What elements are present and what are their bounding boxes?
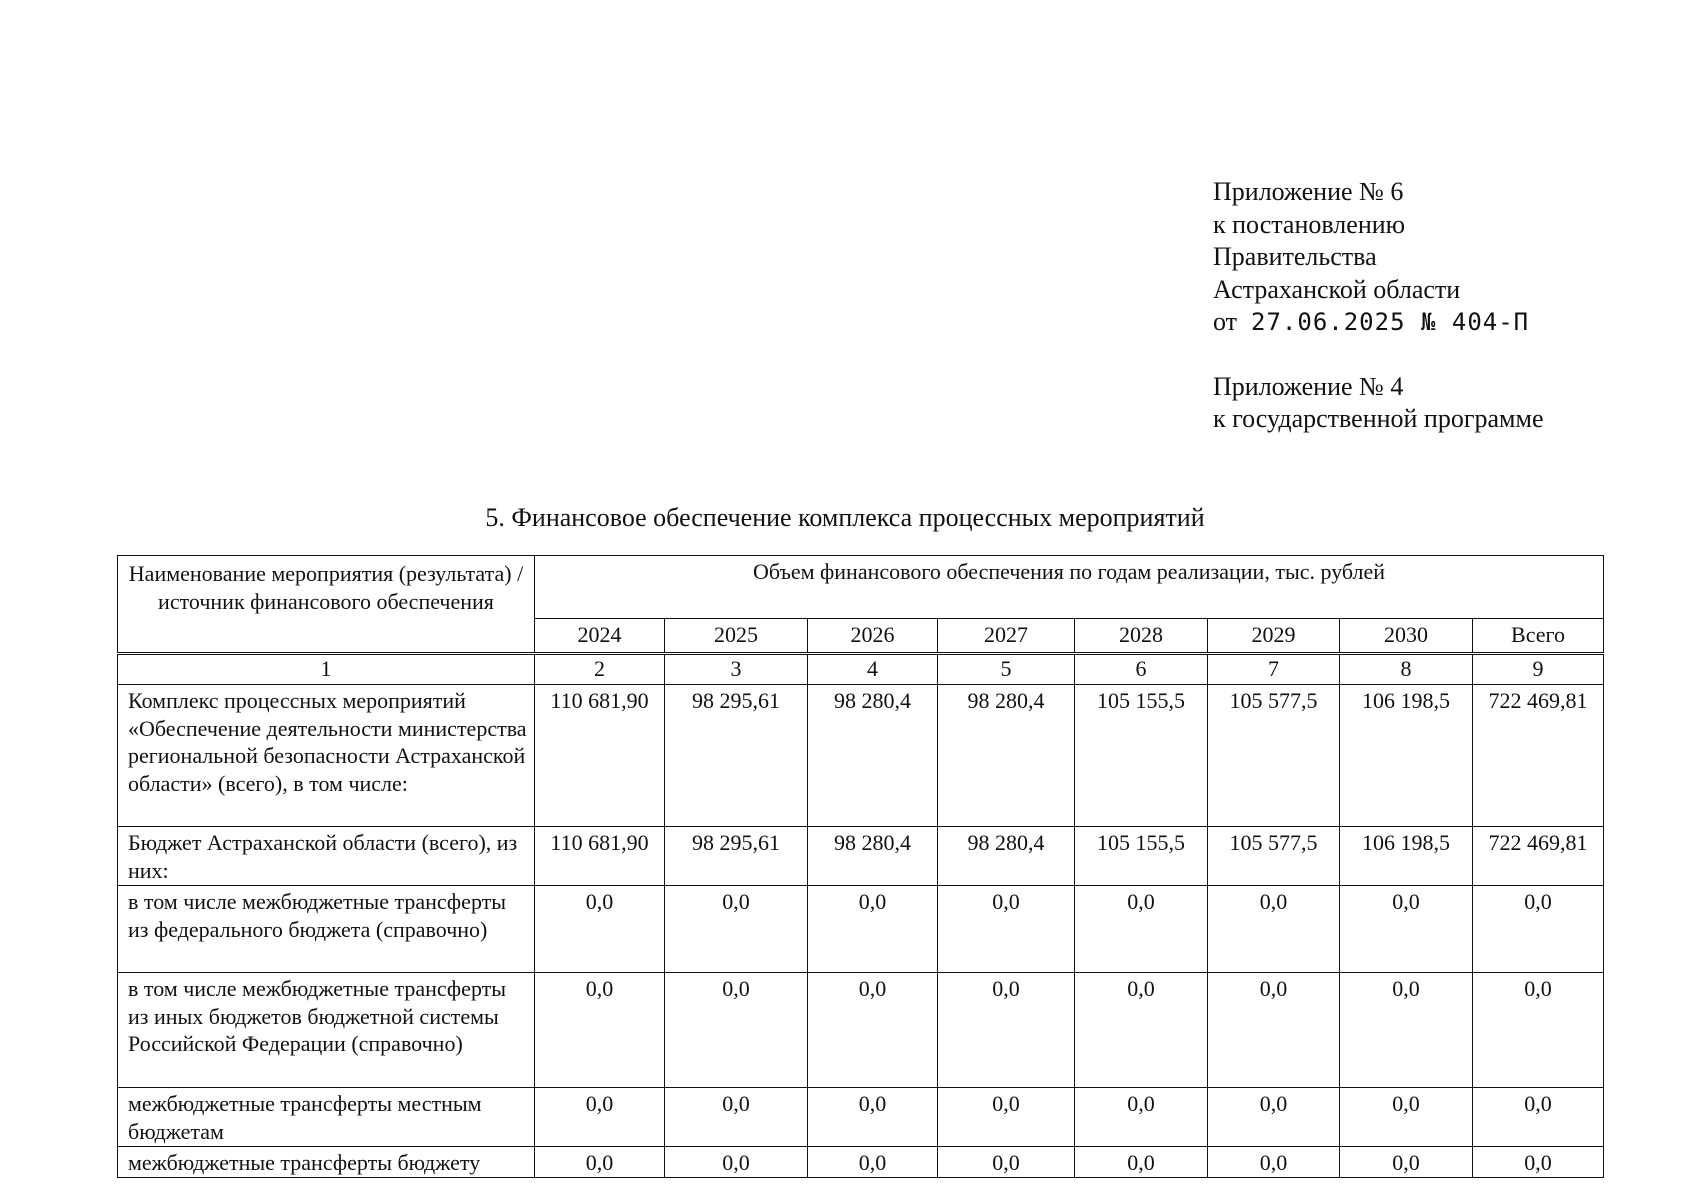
value-cell: 0,0 — [808, 1088, 938, 1147]
appendix-2-line-2: к государственной программе — [1213, 404, 1544, 433]
resolution-date-number: 27.06.2025 № 404-П — [1251, 308, 1530, 336]
value-cell: 0,0 — [1340, 886, 1473, 973]
value-cell: 0,0 — [808, 886, 938, 973]
value-cell: 0,0 — [535, 973, 665, 1088]
value-cell: 0,0 — [938, 1147, 1075, 1178]
total-cell: 0,0 — [1473, 886, 1604, 973]
value-cell: 0,0 — [665, 1088, 808, 1147]
table-row — [118, 1147, 1604, 1178]
column-number: 9 — [1473, 654, 1604, 685]
value-cell: 0,0 — [1075, 886, 1208, 973]
value-cell: 105 155,5 — [1075, 827, 1208, 886]
appendix-1-line-1: Приложение № 6 — [1213, 177, 1404, 206]
column-number: 2 — [535, 654, 665, 685]
row-name: Комплекс процессных мероприятий «Обеспечение деятельности министерства региональной безопасности Астраханской области» (всего), в том числе: — [118, 685, 535, 827]
value-cell: 0,0 — [1340, 973, 1473, 1088]
table-row — [118, 886, 1604, 973]
column-number: 3 — [665, 654, 808, 685]
value-cell: 0,0 — [1208, 1147, 1340, 1178]
resolution-date-line — [1213, 306, 1544, 339]
appendix-2-line-1: Приложение № 4 — [1213, 371, 1404, 401]
value-cell: 0,0 — [808, 1147, 938, 1178]
section-title: 5. Финансовое обеспечение комплекса процессных мероприятий — [485, 503, 1205, 532]
column-number-row — [118, 654, 1604, 685]
value-cell: 0,0 — [535, 1088, 665, 1147]
row-name: межбюджетные трансферты бюджету — [118, 1147, 535, 1178]
year-header: 2024 — [535, 619, 665, 654]
header-name-cell: Наименование мероприятия (результата) / источник финансового обеспечения — [118, 556, 535, 654]
column-number: 5 — [938, 654, 1075, 685]
value-cell: 105 577,5 — [1208, 827, 1340, 886]
year-header: 2028 — [1075, 619, 1208, 654]
appendix-gap — [1213, 339, 1544, 371]
year-header: 2025 — [665, 619, 808, 654]
value-cell: 0,0 — [1075, 1088, 1208, 1147]
row-name: Бюджет Астраханской области (всего), из них: — [118, 827, 535, 886]
appendix-1-line-4: Астраханской области — [1213, 274, 1461, 304]
table-row — [118, 1088, 1604, 1147]
year-header: 2030 — [1340, 619, 1473, 654]
value-cell: 0,0 — [535, 886, 665, 973]
total-cell: 0,0 — [1473, 1088, 1604, 1147]
total-cell: 0,0 — [1473, 1147, 1604, 1178]
value-cell: 0,0 — [1340, 1088, 1473, 1147]
value-cell: 98 295,61 — [665, 827, 808, 886]
value-cell: 0,0 — [1208, 886, 1340, 973]
header-row — [118, 556, 1604, 619]
year-header: 2027 — [938, 619, 1075, 654]
appendix-1-line-3: Правительства — [1213, 242, 1377, 271]
value-cell: 0,0 — [808, 973, 938, 1088]
value-cell: 0,0 — [1340, 1147, 1473, 1178]
value-cell: 0,0 — [1208, 1088, 1340, 1147]
value-cell: 0,0 — [938, 1088, 1075, 1147]
value-cell: 106 198,5 — [1340, 827, 1473, 886]
value-cell: 0,0 — [665, 973, 808, 1088]
value-cell: 98 280,4 — [938, 685, 1075, 827]
table-row — [118, 827, 1604, 886]
date-prefix: от — [1213, 307, 1238, 336]
column-number: 6 — [1075, 654, 1208, 685]
value-cell: 110 681,90 — [535, 685, 665, 827]
value-cell: 0,0 — [1075, 1147, 1208, 1178]
value-cell: 105 577,5 — [1208, 685, 1340, 827]
value-cell: 98 280,4 — [808, 685, 938, 827]
value-cell: 0,0 — [665, 1147, 808, 1178]
column-number: 7 — [1208, 654, 1340, 685]
year-header: 2029 — [1208, 619, 1340, 654]
row-name: в том числе межбюджетные трансферты из федерального бюджета (справочно) — [118, 886, 535, 973]
value-cell: 98 295,61 — [665, 685, 808, 827]
value-cell: 0,0 — [665, 886, 808, 973]
total-cell: 0,0 — [1473, 973, 1604, 1088]
value-cell: 110 681,90 — [535, 827, 665, 886]
table-row — [118, 685, 1604, 827]
header-volume-cell: Объем финансового обеспечения по годам реализации, тыс. рублей — [535, 556, 1604, 619]
total-cell: 722 469,81 — [1473, 827, 1604, 886]
value-cell: 0,0 — [1208, 973, 1340, 1088]
value-cell: 98 280,4 — [808, 827, 938, 886]
value-cell: 0,0 — [938, 886, 1075, 973]
value-cell: 105 155,5 — [1075, 685, 1208, 827]
value-cell: 98 280,4 — [938, 827, 1075, 886]
total-cell: 722 469,81 — [1473, 685, 1604, 827]
financing-table — [117, 555, 1604, 1178]
column-number: 4 — [808, 654, 938, 685]
value-cell: 0,0 — [938, 973, 1075, 1088]
total-header: Всего — [1473, 619, 1604, 654]
table-row — [118, 973, 1604, 1088]
value-cell: 106 198,5 — [1340, 685, 1473, 827]
row-name: межбюджетные трансферты местным бюджетам — [118, 1088, 535, 1147]
value-cell: 0,0 — [535, 1147, 665, 1178]
year-header: 2026 — [808, 619, 938, 654]
appendix-1-line-2: к постановлению — [1213, 209, 1406, 239]
column-number: 1 — [118, 654, 535, 685]
row-name: в том числе межбюджетные трансферты из иных бюджетов бюджетной системы Российской Федерации (справочно) — [118, 973, 535, 1088]
value-cell: 0,0 — [1075, 973, 1208, 1088]
column-number: 8 — [1340, 654, 1473, 685]
appendix-block — [1213, 176, 1544, 436]
